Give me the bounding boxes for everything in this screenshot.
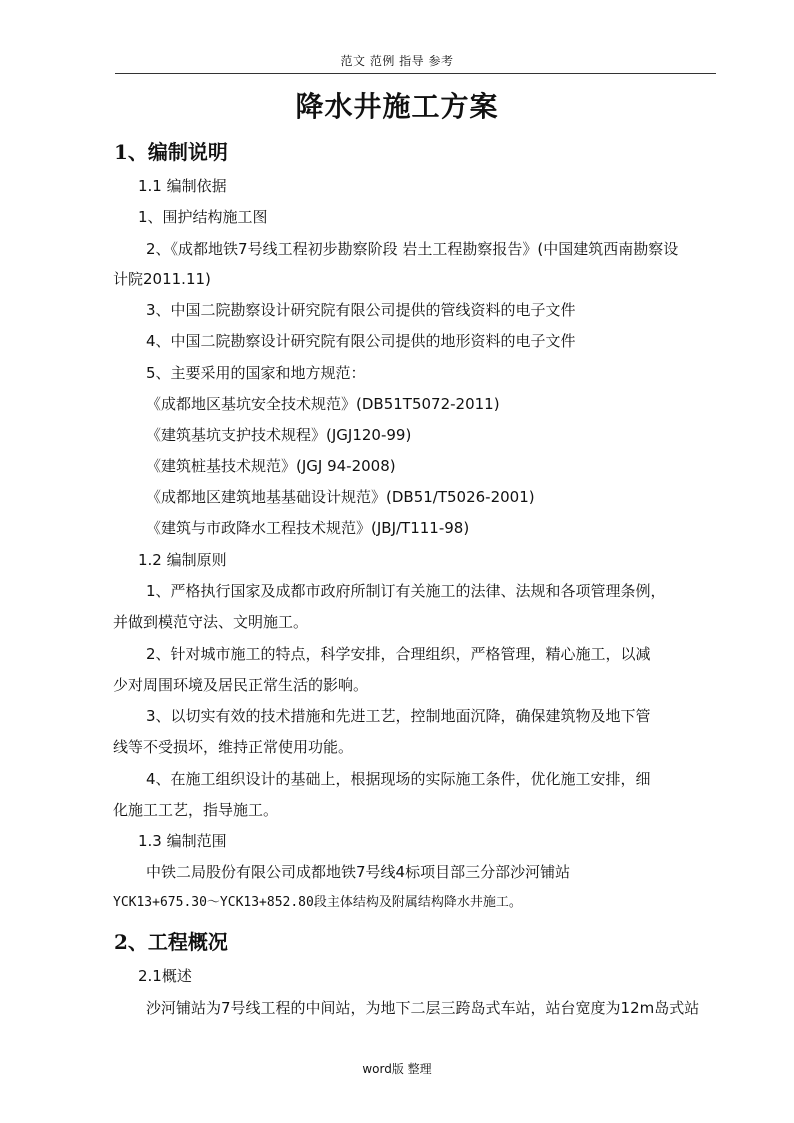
- subsection-heading: 1.1 编制依据: [138, 177, 227, 195]
- paragraph-line: 2、针对城市施工的特点，科学安排，合理组织，严格管理，精心施工，以减: [146, 645, 651, 663]
- paragraph-line: 1、围护结构施工图: [138, 208, 268, 226]
- paragraph-line: 计院2011.11): [113, 270, 211, 288]
- paragraph-line: 少对周围环境及居民正常生活的影响。: [113, 676, 369, 694]
- header-divider: [115, 73, 716, 74]
- paragraph-line: 《建筑基坑支护技术规程》(JGJ120-99): [146, 426, 412, 444]
- paragraph-line: 4、中国二院勘察设计研究院有限公司提供的地形资料的电子文件: [146, 332, 576, 350]
- subsection-heading: 1.2 编制原则: [138, 551, 227, 569]
- paragraph-line: 5、主要采用的国家和地方规范：: [146, 364, 366, 382]
- section-heading-1: 1、编制说明: [114, 140, 228, 164]
- page-footer: word版 整理: [362, 1062, 432, 1076]
- paragraph-line: 《建筑与市政降水工程技术规范》(JBJ/T111-98): [146, 519, 470, 537]
- paragraph-line: 4、在施工组织设计的基础上，根据现场的实际施工条件，优化施工安排，细: [146, 770, 651, 788]
- paragraph-line: 3、中国二院勘察设计研究院有限公司提供的管线资料的电子文件: [146, 301, 576, 319]
- paragraph-line: YCK13+675.30～YCK13+852.80段主体结构及附属结构降水井施工。: [113, 895, 522, 910]
- subsection-heading: 2.1概述: [138, 967, 192, 985]
- page-title: 降水井施工方案: [295, 90, 499, 123]
- paragraph-line: 《建筑桩基技术规范》(JGJ 94-2008): [146, 457, 396, 475]
- page-header: 范文 范例 指导 参考: [340, 54, 454, 68]
- paragraph-line: 线等不受损坏，维持正常使用功能。: [113, 738, 354, 756]
- paragraph-line: 3、以切实有效的技术措施和先进工艺，控制地面沉降，确保建筑物及地下管: [146, 707, 651, 725]
- subsection-heading: 1.3 编制范围: [138, 832, 227, 850]
- paragraph-line: 《成都地区基坑安全技术规范》(DB51T5072-2011): [146, 395, 500, 413]
- paragraph-line: 2、《成都地铁7号线工程初步勘察阶段 岩土工程勘察报告》(中国建筑西南勘察设: [146, 240, 679, 258]
- paragraph-line: 并做到模范守法、文明施工。: [113, 613, 309, 631]
- paragraph-line: 《成都地区建筑地基基础设计规范》(DB51/T5026-2001): [146, 488, 535, 506]
- paragraph-line: 中铁二局股份有限公司成都地铁7号线4标项目部三分部沙河铺站: [146, 863, 571, 881]
- paragraph-line: 沙河铺站为7号线工程的中间站，为地下二层三跨岛式车站，站台宽度为12m岛式站: [146, 999, 700, 1017]
- section-heading-2: 2、工程概况: [114, 930, 228, 954]
- paragraph-line: 化施工工艺，指导施工。: [113, 801, 279, 819]
- paragraph-line: 1、严格执行国家及成都市政府所制订有关施工的法律、法规和各项管理条例，: [146, 582, 666, 600]
